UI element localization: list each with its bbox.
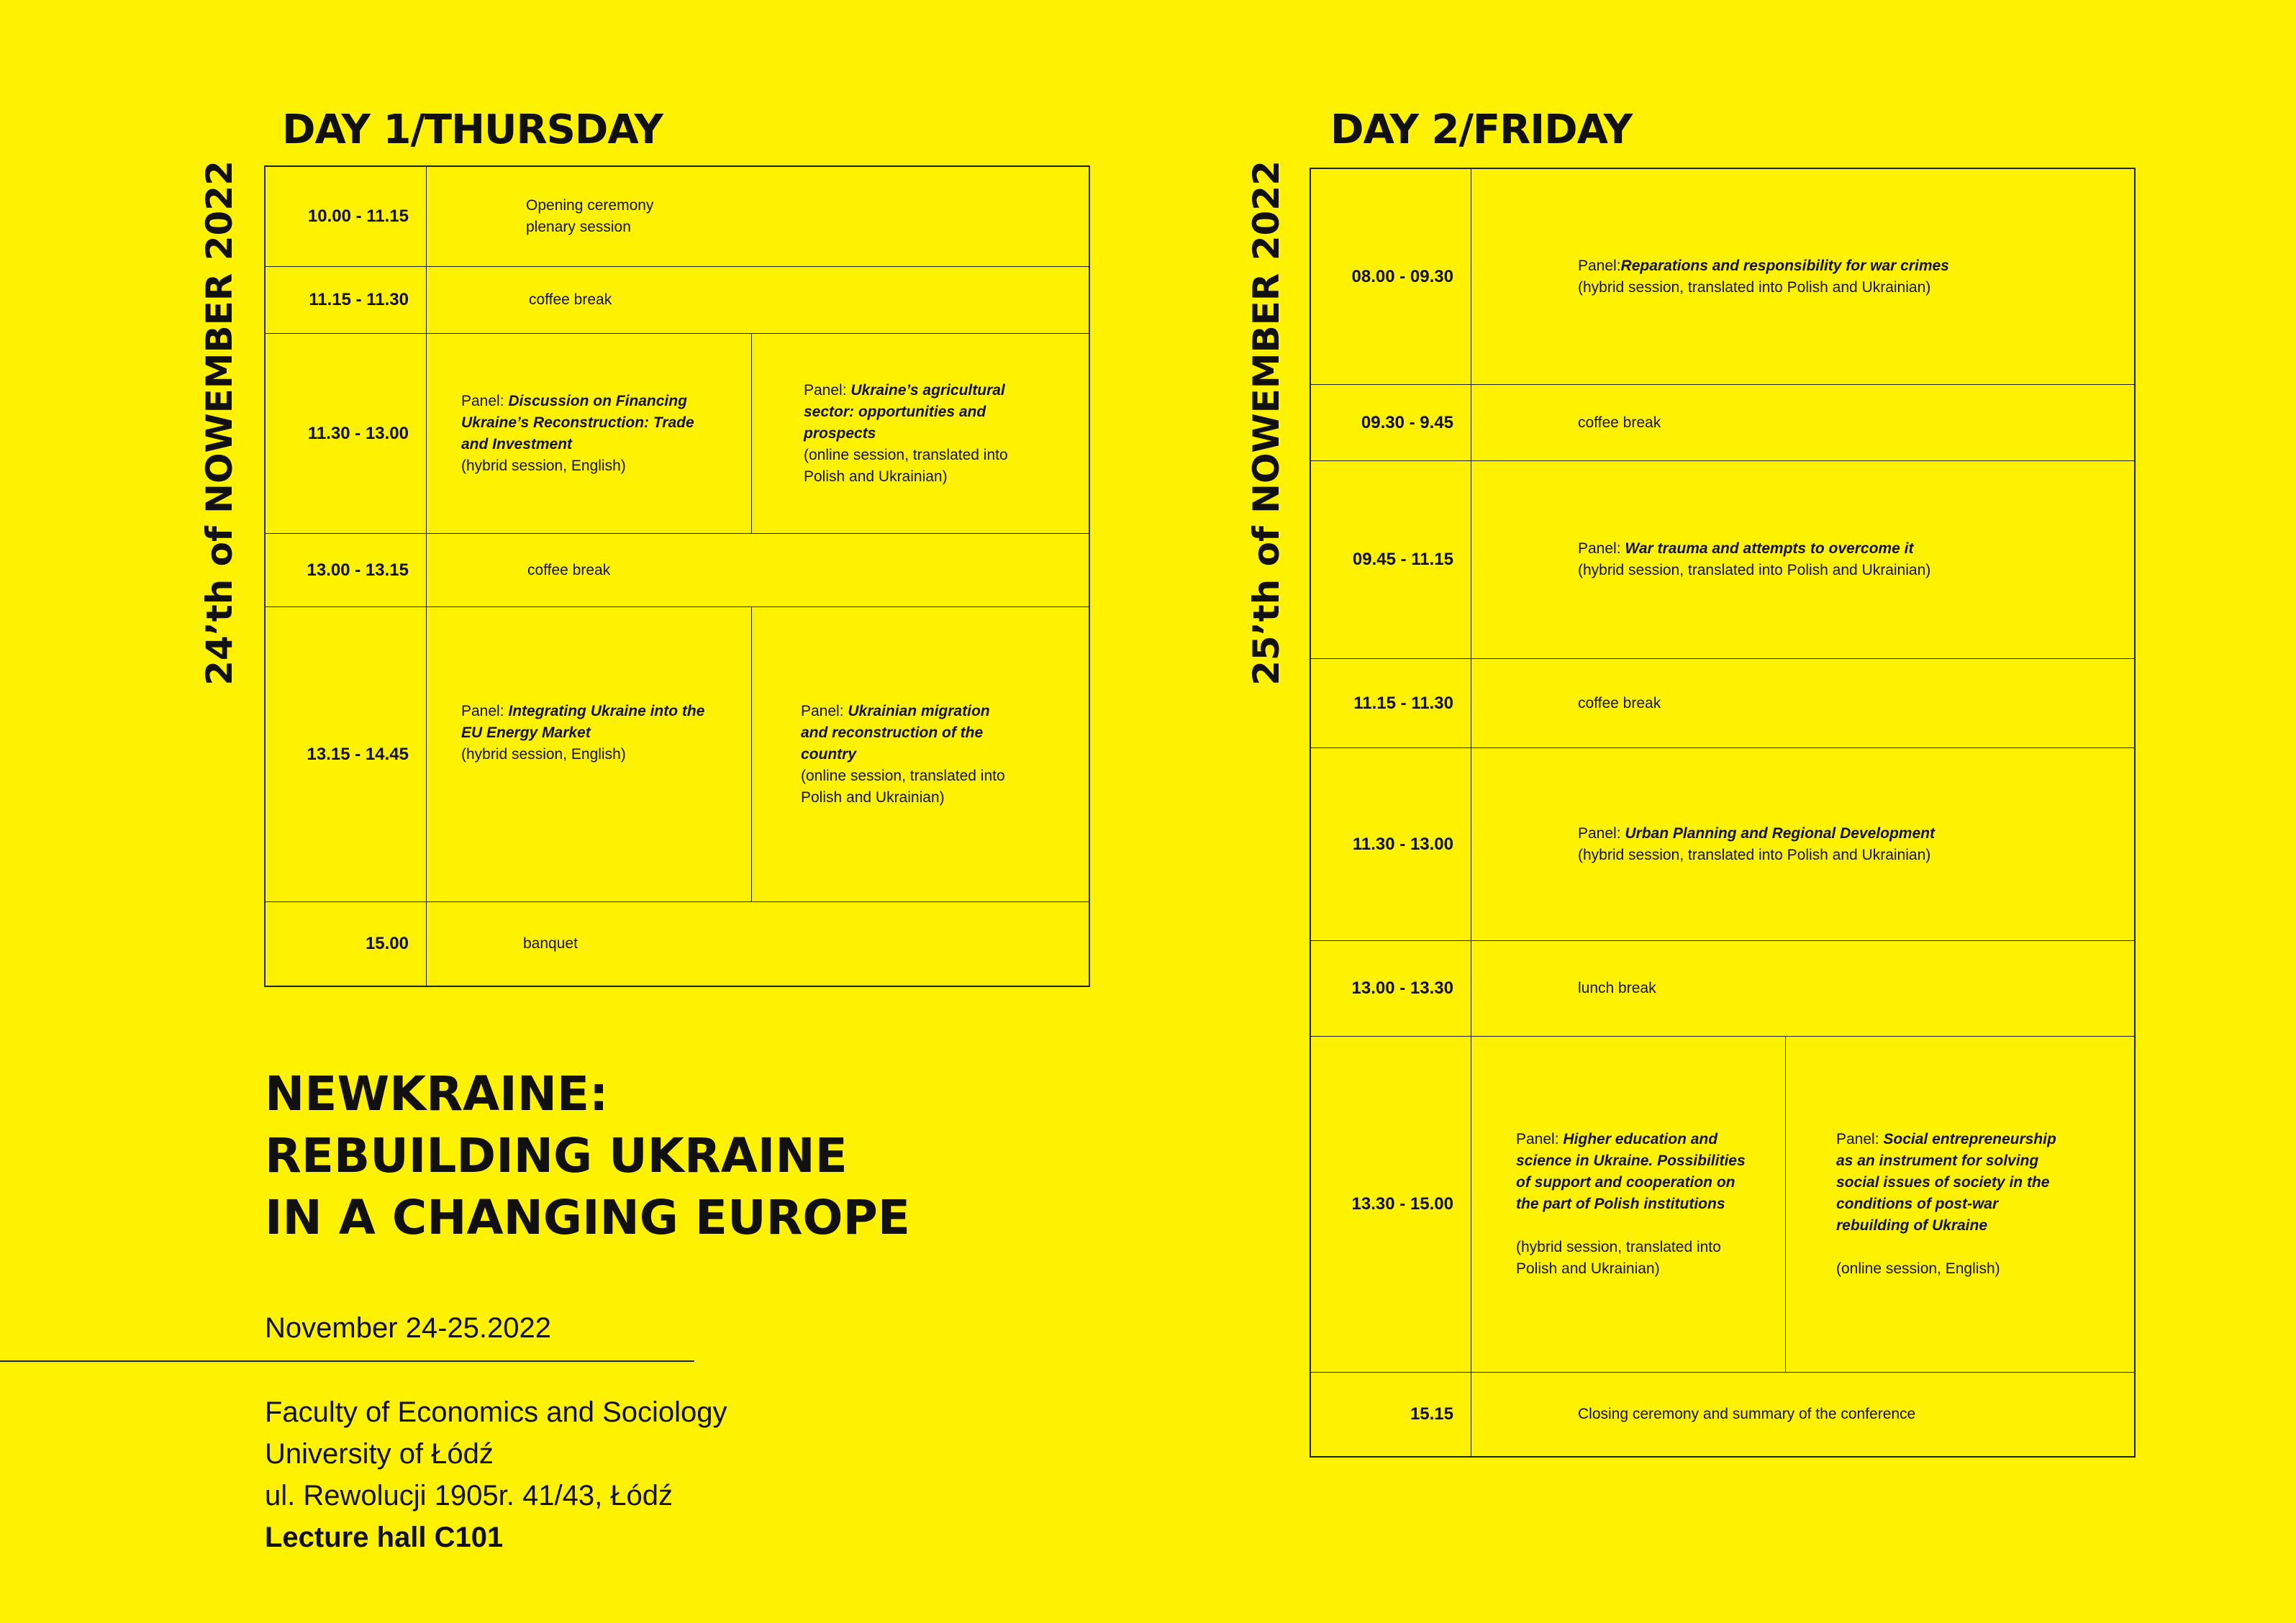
- conference-dates: November 24-25.2022: [265, 1312, 552, 1344]
- day2-row2-session: [1471, 385, 2134, 461]
- day2-row1-prefix: Panel:: [1578, 257, 1621, 274]
- day2-row7b-title: Social entrepreneurship as an instrument for solving social issues of society in the conditions of post-war rebuilding of Ukraine: [1836, 1131, 2056, 1234]
- day1-row3b-title: Ukraine’s agricultural sector: opportunities and prospects: [804, 381, 1005, 442]
- day2-row7a-title: Higher education and science in Ukraine. Possibilities of support and cooperation on the part of Polish institutions: [1516, 1131, 1746, 1212]
- day1-row1-line2: plenary session: [526, 219, 631, 235]
- day1-row5-panel-b: [752, 607, 1089, 902]
- day1-row3a-title: Discussion on Financing Ukraine’s Reconstruction: Trade and Investment: [461, 392, 694, 453]
- day2-row3-session: [1471, 461, 2134, 659]
- venue-line2: University of Łódź: [265, 1438, 494, 1470]
- day2-row6-text: lunch break: [1578, 980, 1656, 996]
- day2-row5-session: [1471, 748, 2134, 941]
- day2-row3-prefix: Panel:: [1578, 540, 1625, 557]
- day2-row5-note: (hybrid session, translated into Polish and Ukrainian): [1578, 846, 1931, 863]
- day1-row5-panel-a: [427, 607, 752, 902]
- day2-schedule-table: [1310, 168, 2136, 1458]
- day2-row4-text: coffee break: [1578, 694, 1661, 712]
- day1-row3-time: 11.30 - 13.00: [266, 334, 427, 534]
- day2-row8-time: 15.15: [1311, 1373, 1471, 1456]
- day2-date-vertical: 25’th of NOWEMBER 2022: [1245, 160, 1287, 686]
- day1-row5b-title: Ukrainian migration and reconstruction of the country: [801, 703, 990, 763]
- day2-row8-text: Closing ceremony and summary of the conference: [1578, 1406, 1916, 1422]
- day2-row7-time: 13.30 - 15.00: [1311, 1037, 1471, 1373]
- day1-row6-session: [427, 902, 1089, 986]
- day2-row1-title: Reparations and responsibility for war crimes: [1620, 257, 1949, 274]
- day2-row5-title: Urban Planning and Regional Development: [1625, 824, 1935, 842]
- day2-row1-note: (hybrid session, translated into Polish and Ukrainian): [1578, 278, 1931, 296]
- day1-row3b-prefix: Panel:: [804, 381, 851, 399]
- day1-row2-time: 11.15 - 11.30: [266, 267, 427, 334]
- day2-row6-time: 13.00 - 13.30: [1311, 941, 1471, 1037]
- day1-row4-session: [427, 534, 1089, 607]
- day1-row4-time: 13.00 - 13.15: [266, 534, 427, 607]
- day1-row5-time: 13.15 - 14.45: [266, 607, 427, 902]
- day1-row5a-prefix: Panel:: [461, 703, 509, 719]
- venue-line3: ul. Rewolucji 1905r. 41/43, Łódź: [265, 1480, 673, 1511]
- day2-row4-time: 11.15 - 11.30: [1311, 659, 1471, 748]
- day1-row3b-note: (online session, translated into Polish and Ukrainian): [804, 446, 1008, 485]
- day1-row1-session: [427, 167, 1089, 267]
- conference-title-line2: REBUILDING UKRAINE: [265, 1128, 848, 1183]
- day2-row1-time: 08.00 - 09.30: [1311, 169, 1471, 385]
- day1-row6-time: 15.00: [266, 902, 427, 986]
- day1-row5b-note: (online session, translated into Polish and Ukrainian): [801, 768, 1005, 806]
- day1-row3-panel-b: [752, 334, 1089, 534]
- day1-row1-line1: Opening ceremony: [526, 197, 654, 214]
- day2-row7a-prefix: Panel:: [1516, 1131, 1564, 1147]
- day1-row5a-title: Integrating Ukraine into the EU Energy Market: [461, 703, 705, 741]
- venue-block: [265, 1391, 727, 1558]
- day1-schedule-table: [264, 165, 1090, 987]
- day2-row5-prefix: Panel:: [1578, 824, 1625, 842]
- day1-row5b-prefix: Panel:: [801, 703, 848, 719]
- divider-line: [0, 1360, 694, 1362]
- lecture-hall: Lecture hall C101: [265, 1522, 504, 1553]
- day2-row7b-prefix: Panel:: [1836, 1131, 1884, 1147]
- day1-row5a-note: (hybrid session, English): [461, 746, 626, 763]
- day1-row2-text: coffee break: [529, 291, 612, 308]
- day2-row4-session: [1471, 659, 2134, 748]
- day2-row7-panel-a: [1471, 1037, 1786, 1373]
- day2-row6-session: [1471, 941, 2134, 1037]
- day1-row1-time: 10.00 - 11.15: [266, 167, 427, 267]
- conference-title-line1: NEWKRAINE:: [265, 1066, 609, 1122]
- day1-row3a-prefix: Panel:: [461, 392, 509, 409]
- day2-row7-panel-b: [1786, 1037, 2134, 1373]
- day2-row5-time: 11.30 - 13.00: [1311, 748, 1471, 941]
- day1-row3a-note: (hybrid session, English): [461, 457, 626, 474]
- day1-row4-text: coffee break: [527, 561, 611, 578]
- day2-row8-session: [1471, 1373, 2134, 1456]
- day2-row2-time: 09.30 - 9.45: [1311, 385, 1471, 461]
- day1-title: DAY 1/THURSDAY: [282, 106, 663, 153]
- day1-row2-session: [427, 267, 1089, 334]
- day2-row7b-note: (online session, English): [1836, 1260, 2000, 1277]
- day2-row3-note: (hybrid session, translated into Polish and Ukrainian): [1578, 562, 1931, 578]
- day1-date-vertical: 24’th of NOWEMBER 2022: [199, 160, 240, 686]
- day1-row3-panel-a: [427, 334, 752, 534]
- conference-title: [265, 1063, 910, 1249]
- conference-title-line3: IN A CHANGING EUROPE: [265, 1190, 910, 1245]
- day2-title: DAY 2/FRIDAY: [1330, 106, 1633, 153]
- day2-row3-time: 09.45 - 11.15: [1311, 461, 1471, 659]
- day2-row1-session: [1471, 169, 2134, 385]
- day2-row3-title: War trauma and attempts to overcome it: [1625, 540, 1914, 557]
- venue-line1: Faculty of Economics and Sociology: [265, 1396, 727, 1428]
- day2-row2-text: coffee break: [1578, 414, 1661, 431]
- day1-row6-text: banquet: [523, 935, 578, 952]
- day2-row7a-note: (hybrid session, translated into Polish and Ukrainian): [1516, 1239, 1721, 1277]
